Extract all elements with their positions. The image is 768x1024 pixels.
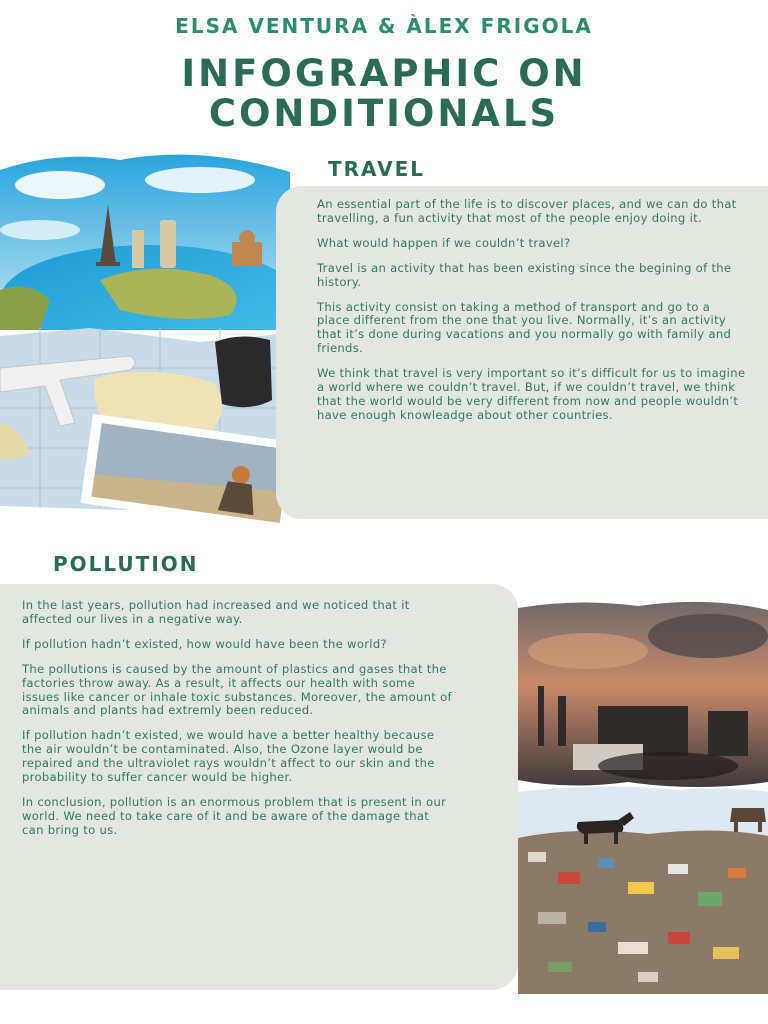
travel-map-image	[0, 328, 300, 524]
travel-paragraph: What would happen if we couldn’t travel?	[317, 235, 571, 250]
factory-smoke-image	[518, 596, 768, 792]
travel-text-panel	[276, 186, 768, 519]
pollution-text-panel	[0, 584, 518, 990]
authors-line: ELSA VENTURA & ÀLEX FRIGOLA	[175, 14, 593, 38]
travel-paragraph: Travel is an activity that has been existing since the begining of the history.	[317, 260, 732, 289]
travel-paragraph: This activity consist on taking a method of transport and go to a place different from the one that you live. Normally, it’s an activity that it’s done during vacations and you normally go with family and friends.	[317, 299, 732, 356]
pollution-paragraph: The pollutions is caused by the amount of plastics and gases that the factories throw away. As a result, it affects our health with some issues like cancer or inhale toxic substances. Moreover, the amount of animals and plants had extremly been reduced.	[22, 661, 452, 718]
pollution-paragraph: If pollution hadn’t existed, how would have been the world?	[22, 636, 387, 651]
pollution-heading: POLLUTION	[53, 552, 199, 576]
page-title	[0, 54, 768, 134]
title-line-2: CONDITIONALS	[208, 92, 560, 135]
travel-landmarks-image	[0, 150, 290, 330]
title-line-1: INFOGRAPHIC ON	[181, 52, 587, 95]
pollution-paragraph: In conclusion, pollution is an enormous problem that is present in our world. We need to take care of it and be aware of the damage that can bring to us.	[22, 794, 447, 837]
pollution-paragraph: In the last years, pollution had increased and we noticed that it affected our lives in a negative way.	[22, 598, 410, 626]
travel-paragraph: An essential part of the life is to discover places, and we can do that travelling, a fun activity that most of the people enjoy doing it.	[317, 197, 737, 225]
travel-paragraph: We think that travel is very important so it’s difficult for us to imagine a world where we couldn’t travel. But, if we couldn’t travel, we think that the world would be very different from now and people wouldn’t have enough knowleadge about other countries.	[317, 366, 746, 422]
travel-heading: TRAVEL	[328, 157, 426, 181]
pollution-paragraph: If pollution hadn’t existed, we would have a better healthy because the air wouldn’t be contaminated. Also, the Ozone layer would be repaired and the ultraviolet rays wouldn’t affect to our skin and the probability to suffer cancer would be higher.	[22, 728, 435, 785]
landfill-trash-image	[518, 782, 768, 994]
